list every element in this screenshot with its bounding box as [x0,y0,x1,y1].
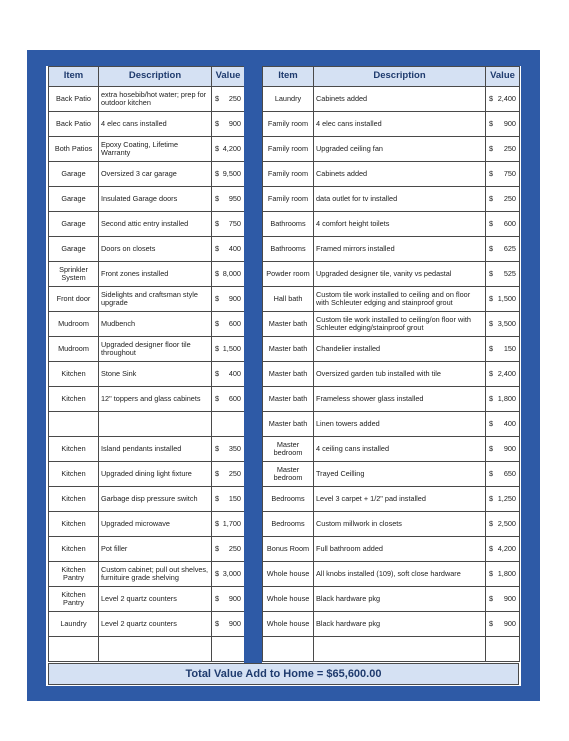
item-cell: Laundry [49,612,99,637]
amount: 900 [228,118,241,128]
currency-symbol: $ [215,268,220,278]
table-row [263,212,520,237]
currency-symbol: $ [215,243,220,253]
item-cell: Front door [49,287,99,312]
table-row [49,437,245,462]
value-cell [212,612,245,637]
amount: 350 [228,443,241,453]
value-cell [212,362,245,387]
amount: 750 [503,168,516,178]
value-cell [486,137,520,162]
amount: 900 [228,293,241,303]
item-cell: Kitchen [49,537,99,562]
description-cell: Front zones installed [99,262,212,287]
item-cell: Kitchen Pantry [49,587,99,612]
value-cell [486,112,520,137]
table-row [49,337,245,362]
table-row [49,162,245,187]
table-row [49,612,245,637]
item-cell: Kitchen [49,462,99,487]
description-cell: 4 comfort height toilets [314,212,486,237]
value-cell [486,412,520,437]
description-cell: Frameless shower glass installed [314,387,486,412]
item-cell: Whole house [263,587,314,612]
description-cell: Sidelights and craftsman style upgrade [99,287,212,312]
description-cell: 4 elec cans installed [99,112,212,137]
item-cell: Whole house [263,612,314,637]
amount: 1,800 [497,393,516,403]
value-cell [212,537,245,562]
amount: 8,000 [222,268,241,278]
description-cell: Upgraded dining light fixture [99,462,212,487]
amount: 2,500 [497,518,516,528]
table-row [263,137,520,162]
value-cell [212,262,245,287]
description-cell: Custom millwork in closets [314,512,486,537]
currency-symbol: $ [215,468,220,478]
item-cell: Kitchen [49,362,99,387]
table-row [263,612,520,637]
currency-symbol: $ [215,193,220,203]
table-row [49,387,245,412]
table-row [263,437,520,462]
table-row [49,487,245,512]
description-cell [314,637,486,662]
item-cell: Kitchen [49,487,99,512]
item-cell: Kitchen [49,437,99,462]
amount: 600 [503,218,516,228]
item-cell: Bathrooms [263,212,314,237]
table-row [263,587,520,612]
description-cell: Level 2 quartz counters [99,612,212,637]
description-cell: data outlet for tv installed [314,187,486,212]
value-cell [486,612,520,637]
description-cell: Black hardware pkg [314,587,486,612]
currency-symbol: $ [489,143,494,153]
currency-symbol: $ [215,318,220,328]
item-cell: Master bath [263,387,314,412]
item-cell: Kitchen [49,387,99,412]
table-row [49,512,245,537]
item-cell [49,412,99,437]
currency-symbol: $ [489,593,494,603]
amount: 150 [228,493,241,503]
value-cell [212,137,245,162]
currency-symbol: $ [489,268,494,278]
header-description: Description [314,67,486,87]
description-cell: Custom tile work installed to ceiling/on floor with Schleuter edging/stainproof grout [314,312,486,337]
description-cell: Oversized 3 car garage [99,162,212,187]
amount: 1,500 [497,293,516,303]
item-cell: Garage [49,212,99,237]
table-row [49,212,245,237]
value-cell [212,562,245,587]
item-cell: Master bath [263,337,314,362]
currency-symbol: $ [489,493,494,503]
description-cell: Black hardware pkg [314,612,486,637]
amount: 4,200 [497,543,516,553]
value-cell [486,237,520,262]
table-row [49,462,245,487]
description-cell: Pot filler [99,537,212,562]
table-row [263,187,520,212]
description-cell: Stone Sink [99,362,212,387]
currency-symbol: $ [215,368,220,378]
table-row [49,562,245,587]
table-row [263,237,520,262]
right-table [262,66,520,662]
currency-symbol: $ [489,518,494,528]
amount: 600 [228,393,241,403]
amount: 950 [228,193,241,203]
currency-symbol: $ [215,393,220,403]
description-cell [99,637,212,662]
currency-symbol: $ [215,93,220,103]
item-cell: Garage [49,162,99,187]
left-header-row [49,67,245,87]
currency-symbol: $ [215,543,220,553]
header-item: Item [263,67,314,87]
table-row [263,362,520,387]
item-cell: Master bath [263,312,314,337]
table-row [263,412,520,437]
description-cell: Epoxy Coating, Lifetime Warranty [99,137,212,162]
value-cell [486,212,520,237]
item-cell: Bedrooms [263,487,314,512]
currency-symbol: $ [215,293,220,303]
value-cell [486,287,520,312]
currency-symbol: $ [215,593,220,603]
value-cell [486,587,520,612]
table-row [49,137,245,162]
table-row [263,637,520,662]
description-cell [99,412,212,437]
currency-symbol: $ [215,218,220,228]
description-cell: Cabinets added [314,162,486,187]
amount: 650 [503,468,516,478]
table-row [263,312,520,337]
amount: 525 [503,268,516,278]
amount: 400 [503,418,516,428]
right-header-row [263,67,520,87]
item-cell: Family room [263,112,314,137]
item-cell [263,637,314,662]
amount: 250 [228,468,241,478]
item-cell: Garage [49,237,99,262]
currency-symbol: $ [489,93,494,103]
item-cell: Sprinkler System [49,262,99,287]
description-cell: Doors on closets [99,237,212,262]
item-cell: Back Patio [49,87,99,112]
value-cell [212,412,245,437]
description-cell: Upgraded designer tile, vanity vs pedastal [314,262,486,287]
amount: 3,500 [497,318,516,328]
item-cell: Kitchen Pantry [49,562,99,587]
value-cell [486,262,520,287]
item-cell: Family room [263,137,314,162]
description-cell: Trayed Ceilling [314,462,486,487]
description-cell: Framed mirrors installed [314,237,486,262]
item-cell: Master bedroom [263,437,314,462]
item-cell: Hall bath [263,287,314,312]
amount: 1,500 [222,343,241,353]
amount: 250 [228,543,241,553]
value-cell [486,87,520,112]
table-row [49,312,245,337]
currency-symbol: $ [215,518,220,528]
left-table [48,66,245,662]
currency-symbol: $ [215,168,220,178]
value-cell [486,537,520,562]
item-cell: Both Patios [49,137,99,162]
table-row [49,287,245,312]
description-cell: Garbage disp pressure switch [99,487,212,512]
description-cell: Second attic entry installed [99,212,212,237]
value-cell [486,312,520,337]
table-row [263,462,520,487]
amount: 900 [503,118,516,128]
item-cell: Mudroom [49,312,99,337]
description-cell: All knobs installed (109), soft close hardware [314,562,486,587]
amount: 900 [503,618,516,628]
amount: 900 [228,593,241,603]
amount: 2,400 [497,368,516,378]
table-row [49,362,245,387]
item-cell: Garage [49,187,99,212]
value-cell [486,487,520,512]
item-cell: Master bedroom [263,462,314,487]
value-cell [212,112,245,137]
table-row [49,112,245,137]
currency-symbol: $ [489,418,494,428]
currency-symbol: $ [489,393,494,403]
table-row [49,537,245,562]
currency-symbol: $ [489,293,494,303]
column-divider [244,66,262,663]
description-cell: 12" toppers and glass cabinets [99,387,212,412]
currency-symbol: $ [489,218,494,228]
table-row [263,262,520,287]
amount: 2,400 [497,93,516,103]
value-cell [212,337,245,362]
value-cell [486,162,520,187]
value-cell [486,387,520,412]
currency-symbol: $ [489,468,494,478]
item-cell: Kitchen [49,512,99,537]
value-cell [486,362,520,387]
description-cell: Upgraded ceiling fan [314,137,486,162]
currency-symbol: $ [489,368,494,378]
amount: 3,000 [222,568,241,578]
currency-symbol: $ [489,568,494,578]
currency-symbol: $ [489,618,494,628]
description-cell: Chandelier installed [314,337,486,362]
item-cell: Mudroom [49,337,99,362]
table-row [263,112,520,137]
item-cell: Whole house [263,562,314,587]
value-cell [212,187,245,212]
table-row [49,587,245,612]
description-cell: extra hosebib/hot water; prep for outdoor kitchen [99,87,212,112]
amount: 400 [228,243,241,253]
amount: 4,200 [222,143,241,153]
amount: 150 [503,343,516,353]
currency-symbol: $ [215,618,220,628]
amount: 625 [503,243,516,253]
amount: 9,500 [222,168,241,178]
table-row [263,287,520,312]
value-cell [486,187,520,212]
value-add-sheet [46,66,521,686]
amount: 400 [228,368,241,378]
item-cell: Family room [263,162,314,187]
currency-symbol: $ [489,443,494,453]
value-cell [486,437,520,462]
item-cell: Bonus Room [263,537,314,562]
value-cell [212,312,245,337]
header-item: Item [49,67,99,87]
description-cell: Linen towers added [314,412,486,437]
value-cell [486,512,520,537]
description-cell: Cabinets added [314,87,486,112]
currency-symbol: $ [215,118,220,128]
item-cell: Family room [263,187,314,212]
value-cell [212,637,245,662]
table-row [49,637,245,662]
item-cell: Master bath [263,362,314,387]
value-cell [212,162,245,187]
description-cell: 4 ceiling cans installed [314,437,486,462]
table-row [263,562,520,587]
item-cell [49,637,99,662]
currency-symbol: $ [215,143,220,153]
amount: 900 [228,618,241,628]
description-cell: Oversized garden tub installed with tile [314,362,486,387]
description-cell: Island pendants installed [99,437,212,462]
description-cell: Level 2 quartz counters [99,587,212,612]
amount: 600 [228,318,241,328]
description-cell: Custom cabinet; pull out shelves, furnituire grade shelving [99,562,212,587]
table-row [49,262,245,287]
table-row [263,487,520,512]
amount: 250 [228,93,241,103]
value-cell [486,562,520,587]
currency-symbol: $ [489,543,494,553]
header-value: Value [212,67,245,87]
amount: 1,700 [222,518,241,528]
description-cell: 4 elec cans installed [314,112,486,137]
header-value: Value [486,67,520,87]
description-cell: Upgraded microwave [99,512,212,537]
value-cell [212,237,245,262]
table-row [49,412,245,437]
currency-symbol: $ [489,118,494,128]
amount: 1,800 [497,568,516,578]
value-cell [212,512,245,537]
description-cell: Level 3 carpet + 1/2" pad installed [314,487,486,512]
item-cell: Powder room [263,262,314,287]
currency-symbol: $ [215,568,220,578]
amount: 900 [503,593,516,603]
currency-symbol: $ [489,243,494,253]
currency-symbol: $ [215,493,220,503]
table-row [49,237,245,262]
amount: 900 [503,443,516,453]
table-row [49,187,245,212]
currency-symbol: $ [489,193,494,203]
table-row [263,162,520,187]
header-description: Description [99,67,212,87]
value-cell [486,637,520,662]
value-cell [486,462,520,487]
table-row [263,537,520,562]
value-cell [212,437,245,462]
item-cell: Master bath [263,412,314,437]
amount: 250 [503,143,516,153]
currency-symbol: $ [489,318,494,328]
value-cell [212,387,245,412]
value-cell [212,487,245,512]
amount: 250 [503,193,516,203]
value-cell [212,287,245,312]
currency-symbol: $ [215,343,220,353]
item-cell: Back Patio [49,112,99,137]
item-cell: Bedrooms [263,512,314,537]
table-row [263,512,520,537]
value-cell [212,462,245,487]
currency-symbol: $ [215,443,220,453]
description-cell: Insulated Garage doors [99,187,212,212]
description-cell: Mudbench [99,312,212,337]
currency-symbol: $ [489,343,494,353]
table-row [263,337,520,362]
description-cell: Full bathroom added [314,537,486,562]
table-row [263,87,520,112]
amount: 1,250 [497,493,516,503]
description-cell: Custom tile work installed to ceiling and on floor with Schleuter edging and stainproof grout [314,287,486,312]
currency-symbol: $ [489,168,494,178]
value-cell [212,87,245,112]
amount: 750 [228,218,241,228]
value-cell [212,212,245,237]
value-cell [212,587,245,612]
table-row [49,87,245,112]
total-value-banner: Total Value Add to Home = $65,600.00 [48,663,519,685]
table-row [263,387,520,412]
description-cell: Upgraded designer floor tile throughout [99,337,212,362]
item-cell: Bathrooms [263,237,314,262]
value-cell [486,337,520,362]
item-cell: Laundry [263,87,314,112]
